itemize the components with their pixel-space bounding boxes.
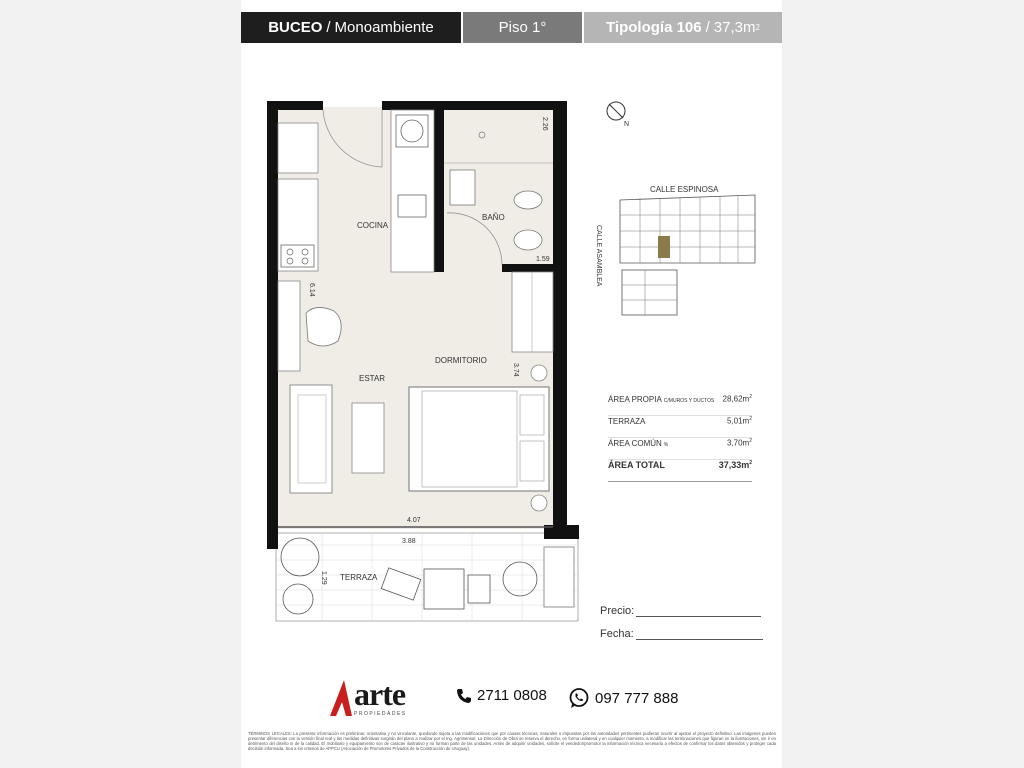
area-row-comun — [608, 438, 752, 460]
area-value: 37,33m — [718, 460, 750, 470]
fecha-label: Fecha: — [600, 628, 634, 640]
fridge-icon — [278, 123, 318, 173]
phone-contact — [456, 687, 547, 704]
whatsapp-icon — [568, 687, 590, 709]
header-project — [241, 12, 461, 43]
area-value: 28,62m — [722, 394, 750, 404]
area-value-sup: 2 — [749, 438, 752, 444]
phone-number: 2711 0808 — [477, 687, 547, 704]
area-value: 3,70m — [726, 438, 750, 448]
nightstand-lamp-icon — [531, 495, 547, 511]
dimension-129: 1.29 — [320, 571, 327, 585]
area-value-sup: 2 — [749, 394, 752, 400]
unit-type: Monoambiente — [334, 19, 434, 36]
north-label: N — [624, 121, 630, 128]
logo-mark-icon — [330, 680, 352, 716]
tipologia-area: 37,3m — [713, 19, 756, 36]
area-label: TERRAZA — [608, 416, 646, 426]
nightstand-lamp-icon — [531, 365, 547, 381]
street-top: CALLE ESPINOSA — [650, 185, 719, 194]
dimension-374: 3.74 — [512, 363, 519, 377]
terrace-table-icon — [424, 569, 464, 609]
dimension-226: 2.26 — [541, 117, 548, 131]
area-row-terraza — [608, 416, 752, 438]
whatsapp-contact — [568, 687, 678, 709]
area-value-sup: 2 — [749, 460, 752, 466]
project-name: BUCEO — [268, 19, 323, 36]
toilet-icon — [514, 191, 542, 209]
area-label: ÁREA PROPIA — [608, 394, 662, 404]
terrace-bench — [544, 547, 574, 607]
phone-icon — [456, 688, 472, 704]
header-separator: / — [326, 19, 331, 36]
room-label-terraza: TERRAZA — [340, 573, 378, 582]
desk — [278, 281, 300, 371]
terrace-chair-icon — [468, 575, 490, 603]
kitchen-counter — [278, 179, 318, 271]
dimension-159: 1.59 — [536, 256, 550, 263]
area-note: C/MUROS Y DUCTOS — [663, 397, 715, 404]
areas-table — [608, 394, 752, 482]
room-label-bano: BAÑO — [482, 213, 505, 222]
wardrobe — [512, 272, 553, 352]
area-value: 5,01m — [726, 416, 750, 426]
floor-label: Piso 1° — [498, 19, 547, 36]
area-label: ÁREA TOTAL — [608, 460, 665, 470]
street-side: CALLE ASAMBLEA — [595, 225, 602, 287]
floor-plan — [262, 95, 587, 635]
tipologia-label: Tipología 106 — [606, 19, 702, 36]
fecha-field — [600, 617, 763, 640]
brand-logo — [330, 678, 407, 717]
armchair-icon — [306, 307, 341, 346]
whatsapp-number: 097 777 888 — [595, 689, 679, 707]
room-label-estar: ESTAR — [359, 374, 386, 383]
logo-subtext: PROPIEDADES — [354, 711, 407, 717]
tipologia-area-sup: 2 — [755, 23, 760, 32]
room-label-cocina: COCINA — [357, 221, 389, 230]
location-map — [595, 95, 760, 320]
price-date-fields — [600, 594, 763, 640]
coffee-table — [352, 403, 384, 473]
area-row-propia — [608, 394, 752, 416]
room-label-dormitorio: DORMITORIO — [435, 356, 487, 365]
area-value-sup: 2 — [749, 416, 752, 422]
dimension-388: 3.88 — [402, 538, 416, 545]
bidet-icon — [514, 230, 542, 250]
area-row-total — [608, 460, 752, 482]
header-separator: / — [705, 19, 710, 36]
fecha-line — [636, 627, 763, 640]
header-tipologia — [584, 12, 782, 43]
highlighted-unit — [658, 236, 670, 258]
header-floor — [463, 12, 582, 43]
dimension-614: 6.14 — [308, 283, 315, 297]
laundry-column — [391, 110, 434, 272]
precio-label: Precio: — [600, 605, 635, 617]
area-note: % — [663, 441, 669, 448]
precio-line — [636, 604, 761, 617]
logo-text: arte — [354, 676, 406, 712]
legal-terms: TÉRMINOS LEGALES: La presente información es preliminar, orientativa y no vinculante, quedando sujeta a las modificaciones que por causas técnicas, naturales o impuestas por las autoridades pertinentes pudieran ocurrir al ajustar el proyecto definitivo. Las imágenes pueden presentar diferencias con la versión final real y las medidas definitivas surgirán del plano a realizar por el Ing. Agrimensor. La Dirección de Obra se reserva el derecho, en forma unilateral y en cualquier momento, a modificar las terminaciones que figuran en la ilustraciones, sin ir en detrimento del diseño ni de la calidad. El mobiliario y equipamiento son de carácter ilustrativo y no forman parte de las unidades. Antes de adquirir unidades, solicite el vendedor/promotor la información técnica necesaria a efectos de confirmar los datos obtenidos y proteger cada decisión informada. Sea a los criterios de APPCU (Asociación de Promotores Privados de la Construcción de Uruguay). — [248, 731, 776, 751]
dimension-407: 4.07 — [407, 517, 421, 524]
area-label: ÁREA COMÚN — [608, 438, 662, 448]
bath-sink-icon — [450, 170, 475, 205]
bed — [409, 387, 549, 491]
precio-field — [600, 594, 763, 617]
